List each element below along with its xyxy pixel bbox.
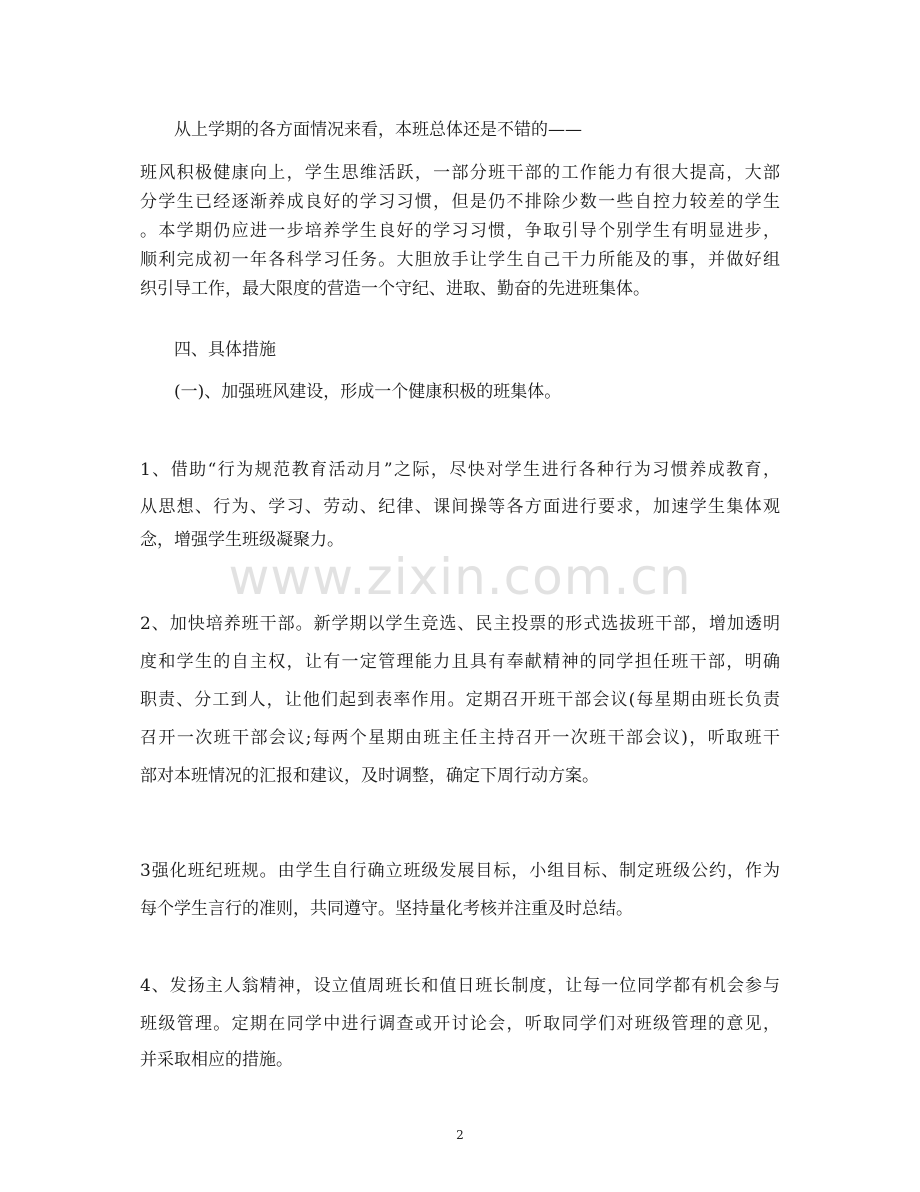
- text-line: 部对本班情况的汇报和建议，及时调整，确定下周行动方案。: [140, 766, 599, 786]
- text-line: 从思想、行为、学习、劳动、纪律、课间操等各方面进行要求，加速学生集体观: [140, 497, 780, 517]
- text-line: 从上学期的各方面情况来看，本班总体还是不错的——: [174, 120, 582, 140]
- text-line: 每个学生言行的准则，共同遵守。坚持量化考核并注重及时总结。: [140, 899, 633, 919]
- text-line: 1、借助“行为规范教育活动月”之际，尽快对学生进行各种行为习惯养成教育，: [140, 460, 780, 480]
- text-line: 职责、分工到人，让他们起到表率作用。定期召开班干部会议(每星期由班长负责: [140, 690, 780, 710]
- subsection-heading: [140, 378, 780, 407]
- measure-item-2: [140, 610, 780, 791]
- measure-item-1: [140, 456, 780, 555]
- text-line: 。本学期仍应进一步培养学生良好的学习习惯，争取引导个别学生有明显进步，: [140, 221, 780, 241]
- measure-item-3: [140, 857, 780, 924]
- text-line: 3强化班纪班规。由学生自行确立班级发展目标，小组目标、制定班级公约，作为: [140, 861, 780, 881]
- text-line: 织引导工作，最大限度的营造一个守纪、进取、勤奋的先进班集体。: [140, 279, 650, 299]
- text-line: 班级管理。定期在同学中进行调查或开讨论会，听取同学们对班级管理的意见，: [140, 1014, 780, 1034]
- text-line: 召开一次班干部会议;每两个星期由班主任主持召开一次班干部会议)，听取班干: [140, 728, 780, 748]
- text-line: 度和学生的自主权，让有一定管理能力且具有奉献精神的同学担任班干部，明确: [140, 652, 780, 672]
- paragraph-overview: [140, 116, 780, 304]
- text-line: 念，增强学生班级凝聚力。: [140, 530, 344, 550]
- watermark: www.zixin.com.cn: [228, 548, 692, 606]
- text-line: 顺利完成初一年各科学习任务。大胆放手让学生自己干力所能及的事，并做好组: [140, 250, 780, 270]
- measure-item-4: [140, 972, 780, 1075]
- text-line: 2、加快培养班干部。新学期以学生竞选、民主投票的形式选拔班干部，增加透明: [140, 614, 780, 634]
- text-line: 并采取相应的措施。: [140, 1050, 293, 1070]
- section-heading: [140, 336, 780, 365]
- heading-text: 四、具体措施: [174, 340, 276, 360]
- text-line: 班风积极健康向上，学生思维活跃，一部分班干部的工作能力有很大提高，大部: [140, 163, 780, 183]
- page-number: 2: [456, 1128, 464, 1142]
- subheading-text: (一)、加强班风建设，形成一个健康积极的班集体。: [174, 382, 562, 402]
- text-line: 分学生已经逐渐养成良好的学习习惯，但是仍不排除少数一些自控力较差的学生: [140, 192, 780, 212]
- text-line: 4、发扬主人翁精神，设立值周班长和值日班长制度，让每一位同学都有机会参与: [140, 976, 780, 996]
